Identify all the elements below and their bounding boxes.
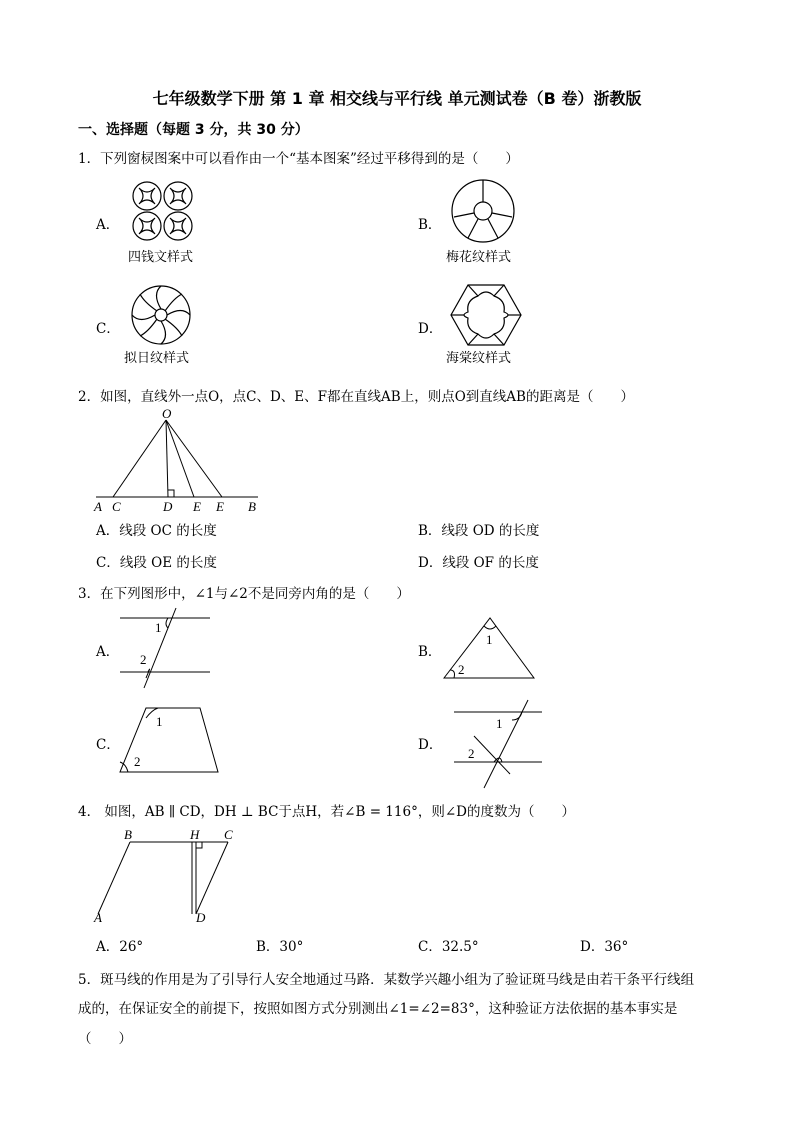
- question-2-stem: 2．如图，直线外一点O，点C、D、E、F都在直线AB上，则点O到直线AB的距离是（ ）: [78, 389, 634, 405]
- q1-option-c-caption: 拟日纹样式: [124, 351, 190, 366]
- label-A: A: [94, 499, 102, 514]
- q4-option-a: A．26°: [96, 939, 144, 955]
- question-3-stem: 3．在下列图形中，∠1与∠2不是同旁内角的是（ ）: [78, 586, 410, 602]
- q3-figure-d: [454, 700, 546, 790]
- angle-2-label: 2: [140, 652, 147, 667]
- angle-2-label: 2: [458, 662, 465, 677]
- page-title: 七年级数学下册 第 1 章 相交线与平行线 单元测试卷（B 卷）浙教版: [152, 89, 642, 108]
- q4-parallel-figure: [92, 826, 242, 926]
- angle-1-label: 1: [155, 620, 162, 635]
- label-O: O: [162, 406, 172, 421]
- q4-option-d: D．36°: [580, 939, 629, 955]
- question-5-line-3: （ ）: [78, 1031, 132, 1047]
- section-heading-1: 一、选择题（每题 3 分，共 30 分）: [78, 122, 309, 138]
- q1-option-a-letter: A．: [96, 217, 120, 233]
- question-5-line-2: 成的，在保证安全的前提下，按照如图方式分别测出∠1=∠2=83°，这种验证方法依据的基本事实是: [78, 1001, 678, 1017]
- question-1-stem: 1．下列窗棂图案中可以看作由一个“基本图案”经过平移得到的是（ ）: [78, 151, 519, 167]
- begonia-pattern-figure: [450, 284, 522, 346]
- angle-2-label: 2: [134, 754, 141, 769]
- sun-pattern-figure: [130, 284, 192, 346]
- q3-option-d-letter: D．: [418, 737, 443, 753]
- label-D: D: [163, 499, 173, 514]
- angle-1-label: 1: [486, 632, 493, 647]
- label-D: D: [196, 910, 206, 925]
- q3-figure-c: [118, 706, 222, 774]
- q1-option-b-letter: B．: [418, 217, 442, 233]
- q2-option-a: A．线段 OC 的长度: [96, 523, 217, 539]
- q1-option-d-letter: D．: [418, 321, 443, 337]
- q2-option-b: B．线段 OD 的长度: [418, 523, 540, 539]
- q2-option-c: C．线段 OE 的长度: [96, 555, 217, 571]
- q2-option-d: D．线段 OF 的长度: [418, 555, 539, 571]
- q3-option-b-letter: B．: [418, 644, 442, 660]
- label-E-2: E: [216, 499, 224, 514]
- q1-option-d-caption: 海棠纹样式: [446, 351, 512, 366]
- q1-option-a-caption: 四钱文样式: [128, 250, 194, 265]
- q1-option-b-caption: 梅花纹样式: [446, 250, 512, 265]
- label-A: A: [94, 910, 102, 925]
- label-C: C: [112, 499, 121, 514]
- plum-blossom-pattern-figure: [450, 178, 516, 244]
- label-H: H: [190, 827, 200, 842]
- four-coins-pattern-figure: [130, 180, 196, 242]
- label-C: C: [224, 827, 233, 842]
- angle-2-label: 2: [468, 746, 475, 761]
- label-B: B: [248, 499, 256, 514]
- q3-figure-b: [442, 614, 538, 680]
- angle-1-label: 1: [496, 716, 503, 731]
- question-5-line-1: 5．斑马线的作用是为了引导行人安全地通过马路．某数学兴趣小组为了验证斑马线是由若干条平行线组: [78, 972, 695, 988]
- q3-figure-a: [118, 608, 214, 692]
- question-4-stem: 4． 如图，AB ∥ CD，DH ⊥ BC于点H，若∠B = 116°，则∠D的度数为（ ）: [78, 804, 575, 820]
- q4-option-b: B．30°: [256, 939, 304, 955]
- q3-option-a-letter: A．: [96, 644, 120, 660]
- angle-1-label: 1: [156, 714, 163, 729]
- q4-option-c: C．32.5°: [418, 939, 479, 955]
- q1-option-c-letter: C．: [96, 321, 120, 337]
- label-B: B: [124, 827, 132, 842]
- q3-option-c-letter: C．: [96, 737, 120, 753]
- q2-perpendicular-figure: [90, 404, 270, 514]
- label-E-1: E: [193, 499, 201, 514]
